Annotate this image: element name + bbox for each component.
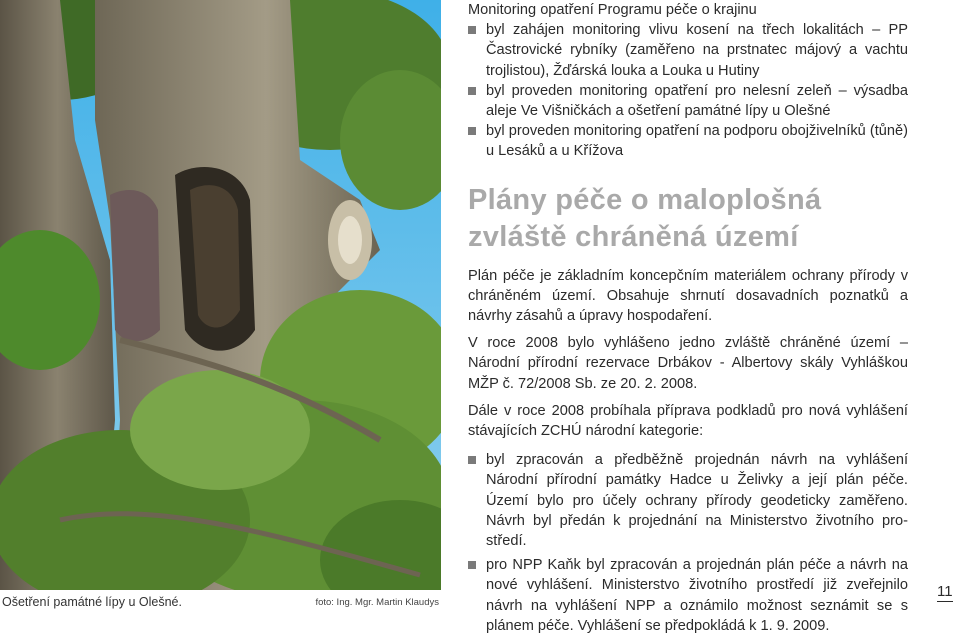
- plans-paragraph-3: Dále v roce 2008 probíhala příprava podkladů pro nová vyhlášení stávajících ZCHÚ národní kategorie:: [468, 402, 908, 440]
- monitoring-list: [468, 20, 908, 161]
- monitoring-heading: Monitoring opatření Programu péče o krajinu: [468, 2, 757, 18]
- photo-caption: [0, 595, 441, 613]
- photo-credit: foto: Ing. Mgr. Martin Klaudys: [315, 597, 439, 608]
- list-item-text: byl proveden monitoring opatření na podporu obojživelníků (tůně) u Lesáků a u Křížova: [486, 123, 908, 160]
- list-item: [468, 450, 908, 551]
- square-bullet-icon: [468, 456, 476, 464]
- page-number: 11: [937, 583, 953, 600]
- section-title-line1: Plány péče o maloplošná: [468, 183, 822, 216]
- plans-paragraph-2: V roce 2008 bylo vyhlášeno jedno zvláště chráněné území – Národní přírodní rezervace Drbákov - Albertovy skály Vyhláškou MŽP č. 72/2008 Sb. ze 20. 2. 2008.: [468, 335, 908, 392]
- text-column: [468, 0, 908, 636]
- list-item-text: byl zahájen monitoring vlivu kosení na třech lokalitách – PP Častrovické rybníky (zaměřeno na prstnatec májový a vachtu trojlistou), Žďárská louka a Louka u Hutiny: [486, 22, 908, 79]
- linden-tree-illustration: [0, 0, 441, 590]
- list-item: [468, 121, 908, 161]
- square-bullet-icon: [468, 26, 476, 34]
- list-item-text: pro NPP Kaňk byl zpracován a projednán plán péče a návrh na nové vyhlášení. Ministerstvo životního prostředí již zveřejnilo návrh na vyhlášení NPP a oznámilo možnost seznámit se s plánem péče. Vyhlášení se předpokládá k 1. 9. 2009.: [486, 557, 908, 634]
- section-title: [468, 182, 908, 256]
- section-title-line2: zvláště chráněná území: [468, 220, 799, 253]
- plans-paragraph-1: Plán péče je základním koncepčním materiálem ochrany přírody v chráněném území. Obsahuje shrnutí dosavadních poznatků a návrhy zásahů a úpravy hospodaření.: [468, 267, 908, 325]
- list-item: [468, 20, 908, 81]
- square-bullet-icon: [468, 87, 476, 95]
- plans-list: [468, 450, 908, 636]
- square-bullet-icon: [468, 127, 476, 135]
- list-item: [468, 555, 908, 636]
- list-item-text: byl proveden monitoring opatření pro nelesní zeleň – výsadba aleje Ve Višničkách a ošetření památné lípy u Olešné: [486, 82, 908, 120]
- tree-photo: [0, 0, 441, 590]
- photo-caption-text: Ošetření památné lípy u Olešné.: [2, 595, 182, 609]
- square-bullet-icon: [468, 561, 476, 569]
- list-item-text: byl zpracován a předběžně projednán návrh na vyhlášení Národní přírodní památky Hadce u Želivky a její plán péče. Území bylo pro účely ochrany přírody geodeticky zaměřeno. Návrh byl předán k projednání na Ministerstvo životního prostředí.: [486, 452, 908, 550]
- list-item: [468, 81, 908, 121]
